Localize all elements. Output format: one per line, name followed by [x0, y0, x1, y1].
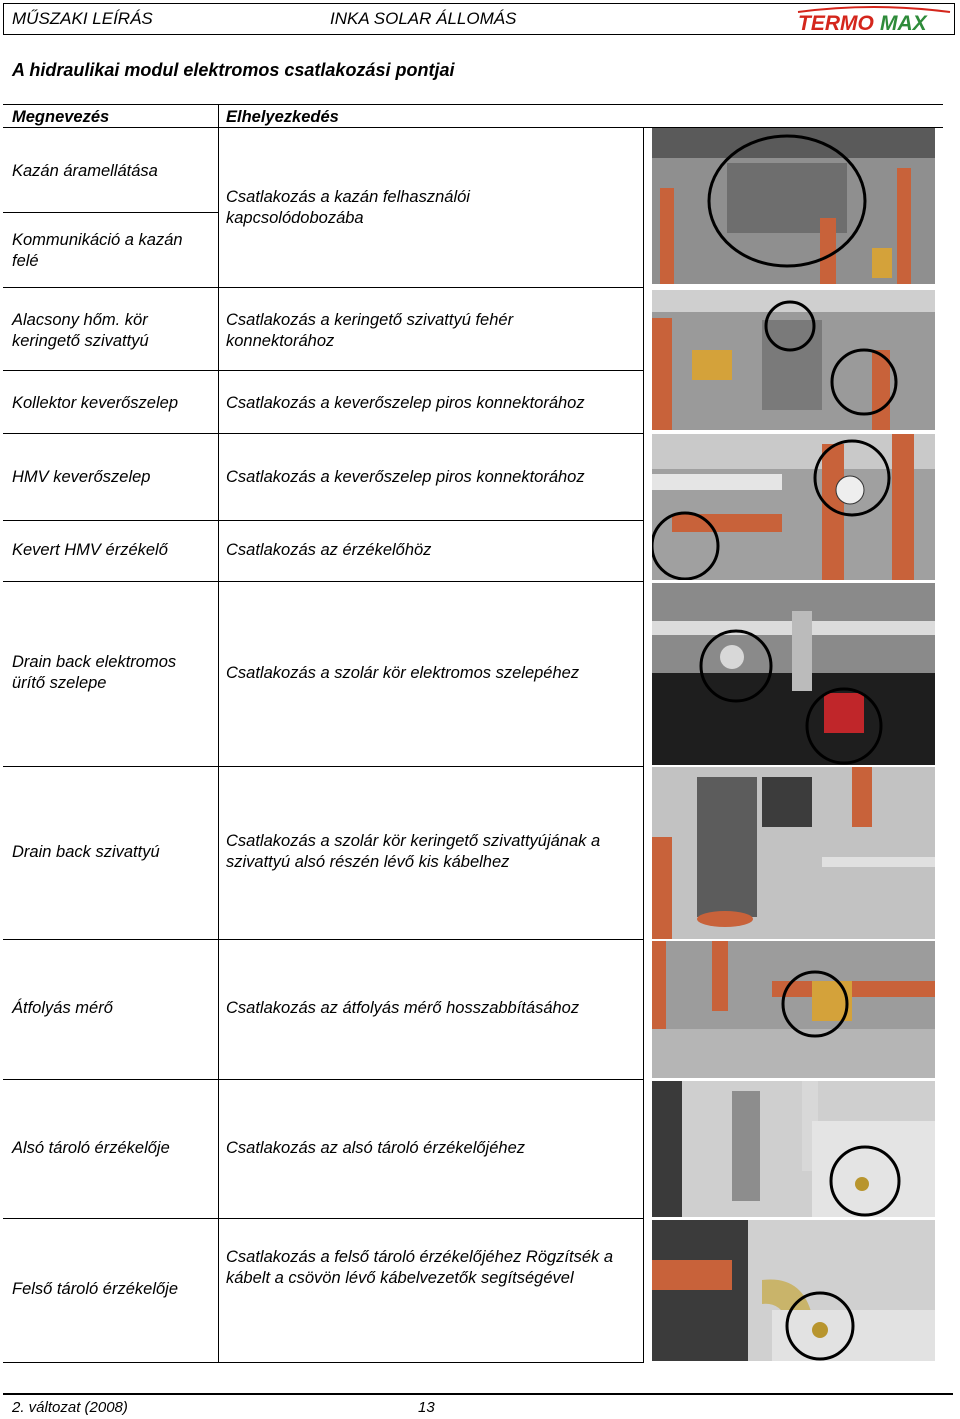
- photo-lower-tank-sensor: [652, 1081, 935, 1217]
- page-header: [3, 3, 955, 35]
- row-location-1-2: Csatlakozás a kazán felhasználói kapcsolódobozába: [226, 188, 470, 227]
- document-title: A hidraulikai modul elektromos csatlakozási pontjai: [12, 60, 455, 80]
- photo-boiler-junction-box: [652, 128, 935, 284]
- row-name-11: Felső tároló érzékelője: [12, 1280, 178, 1298]
- photo-upper-tank-sensor: [652, 1220, 935, 1361]
- column-header-location: Elhelyezkedés: [226, 108, 339, 126]
- photo-pump-mixing-valve: [652, 290, 935, 430]
- row-name-8: Drain back szivattyú: [12, 843, 160, 861]
- termomax-logo: [794, 6, 954, 34]
- row-location-9: Csatlakozás az átfolyás mérő hosszabbításához: [226, 999, 580, 1017]
- header-center-title: INKA SOLAR ÁLLOMÁS: [330, 9, 517, 28]
- row-location-4: Csatlakozás a keverőszelep piros konnektorához: [226, 394, 585, 412]
- footer-rule: [3, 1393, 953, 1395]
- row-name-7: Drain back elektromos ürítő szelepe: [12, 653, 177, 692]
- photo-drain-back-pump: [652, 767, 935, 939]
- row-name-10: Alsó tároló érzékelője: [12, 1139, 170, 1157]
- photo-flow-meter: [652, 941, 935, 1078]
- header-left-title: MŰSZAKI LEÍRÁS: [12, 9, 153, 28]
- footer-version: 2. változat (2008): [12, 1399, 128, 1416]
- row-name-6: Kevert HMV érzékelő: [12, 541, 168, 559]
- row-location-5: Csatlakozás a keverőszelep piros konnektorához: [226, 468, 585, 486]
- photo-dhw-mixing-valve: [652, 434, 935, 580]
- row-name-1: Kazán áramellátása: [12, 162, 158, 180]
- row-location-7: Csatlakozás a szolár kör elektromos szelepéhez: [226, 664, 580, 682]
- row-name-3: Alacsony hőm. kör keringető szivattyú: [12, 311, 149, 350]
- row-location-10: Csatlakozás az alsó tároló érzékelőjéhez: [226, 1139, 525, 1157]
- row-name-2: Kommunikáció a kazán felé: [12, 231, 183, 270]
- svg-text:MAX: MAX: [880, 12, 927, 34]
- page-number: 13: [418, 1399, 435, 1416]
- row-name-4: Kollektor keverőszelep: [12, 394, 178, 412]
- row-name-5: HMV keverőszelep: [12, 468, 151, 486]
- svg-text:TERMO: TERMO: [798, 12, 874, 34]
- column-header-name: Megnevezés: [12, 108, 110, 126]
- row-name-9: Átfolyás mérő: [12, 999, 113, 1017]
- row-location-11: Csatlakozás a felső tároló érzékelőjéhez Rögzítsék a kábelt a csövön lévő kábelvezetők segítségével: [226, 1248, 614, 1287]
- photo-drain-back-valve: [652, 583, 935, 765]
- row-location-8: Csatlakozás a szolár kör keringető szivattyújának a szivattyú alsó részén lévő kis kábelhez: [226, 832, 601, 871]
- row-location-6: Csatlakozás az érzékelőhöz: [226, 541, 432, 559]
- row-location-3: Csatlakozás a keringető szivattyú fehér konnektorához: [226, 311, 514, 350]
